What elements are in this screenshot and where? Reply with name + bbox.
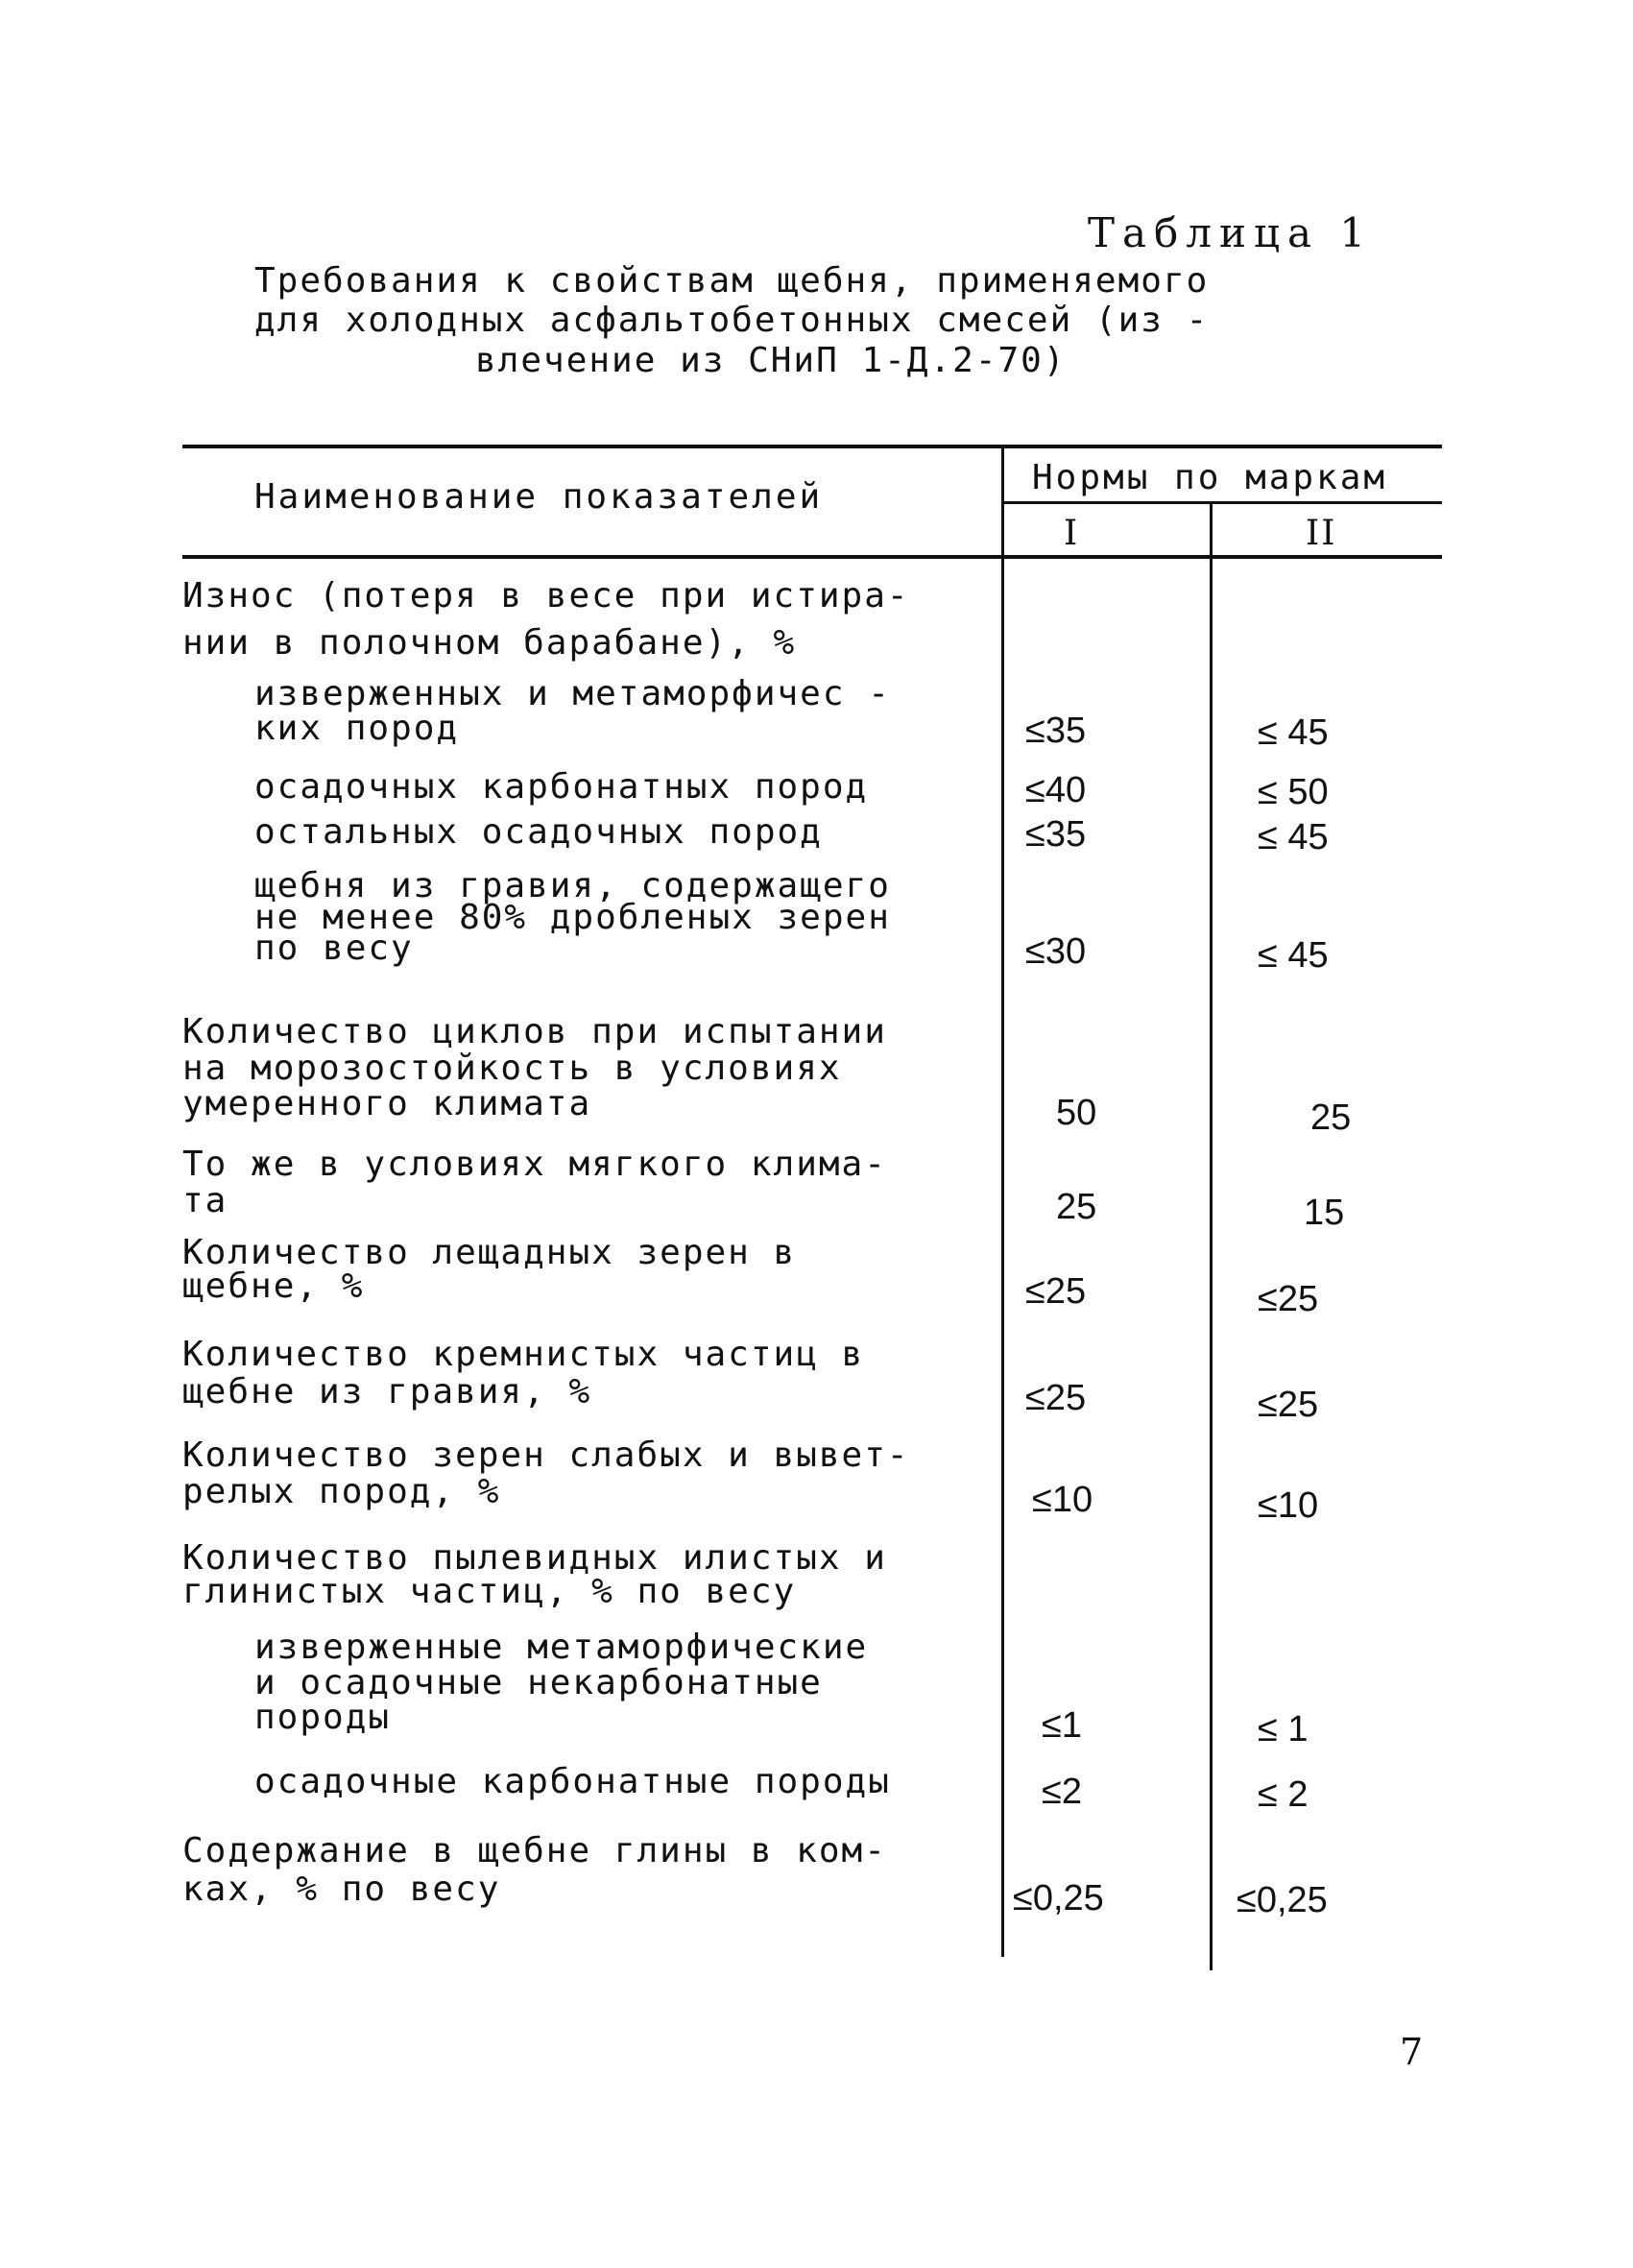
row-9-grade-2-value: ≤10 — [1258, 1485, 1319, 1526]
row-5-grade-2-value: 25 — [1310, 1098, 1352, 1138]
row-1-grade-2-value: ≤ 45 — [1258, 712, 1329, 753]
row-1-line-0: изверженных и метаморфичес - — [254, 674, 891, 713]
row-11-line-0: изверженные метаморфические — [254, 1628, 869, 1667]
row-6-grade-1-value: 25 — [1056, 1187, 1097, 1227]
row-4-line-2: по весу — [254, 929, 414, 968]
row-2-grade-2-value: ≤ 50 — [1258, 772, 1329, 812]
row-12-grade-1-value: ≤2 — [1042, 1772, 1082, 1812]
row-0-line-1: нии в полочном барабане), % — [182, 623, 797, 663]
row-11-grade-2-value: ≤ 1 — [1258, 1709, 1309, 1749]
row-13-line-0: Содержание в щебне глины в ком- — [182, 1831, 887, 1870]
row-5-line-2: умеренного климата — [182, 1084, 592, 1123]
row-4-grade-1-value: ≤30 — [1025, 931, 1087, 972]
row-11-line-1: и осадочные некарбонатные — [254, 1663, 823, 1702]
row-13-grade-1-value: ≤0,25 — [1013, 1878, 1104, 1918]
row-6-grade-2-value: 15 — [1304, 1193, 1345, 1233]
row-4-grade-2-value: ≤ 45 — [1258, 935, 1329, 976]
row-4-line-0: щебня из гравия, содержащего — [254, 866, 891, 905]
title-line-1: Требования к свойствам щебня, применяемого — [254, 261, 1210, 301]
row-12-line-0: осадочные карбонатные породы — [254, 1762, 891, 1801]
row-1-line-1: ких пород — [254, 709, 460, 748]
row-1-grade-1-value: ≤35 — [1025, 711, 1087, 751]
row-13-line-1: ках, % по весу — [182, 1870, 501, 1909]
row-5-line-1: на морозостойкость в условиях — [182, 1049, 842, 1088]
row-2-grade-1-value: ≤40 — [1025, 770, 1087, 810]
row-9-grade-1-value: ≤10 — [1032, 1480, 1093, 1520]
row-3-grade-2-value: ≤ 45 — [1258, 817, 1329, 857]
row-4-line-1: не менее 80% дробленых зерен — [254, 898, 891, 937]
row-8-grade-1-value: ≤25 — [1025, 1378, 1087, 1418]
row-8-line-0: Количество кремнистых частиц в — [182, 1335, 865, 1374]
row-5-grade-1-value: 50 — [1056, 1093, 1097, 1133]
row-8-line-1: щебне из гравия, % — [182, 1372, 592, 1411]
row-12-grade-2-value: ≤ 2 — [1258, 1774, 1309, 1815]
row-9-line-0: Количество зерен слабых и вывет- — [182, 1436, 910, 1475]
row-13-grade-2-value: ≤0,25 — [1237, 1880, 1328, 1920]
row-2-line-0: осадочных карбонатных пород — [254, 767, 869, 807]
header-norms: Нормы по маркам — [1032, 458, 1388, 497]
row-5-line-0: Количество циклов при испытании — [182, 1012, 887, 1051]
row-10-line-0: Количество пылевидных илистых и — [182, 1538, 887, 1578]
row-0-line-0: Износ (потеря в весе при истира- — [182, 576, 910, 615]
header-bottom-rule — [182, 555, 1442, 559]
column-divider-grades — [1210, 501, 1213, 1970]
row-10-line-1: глинистых частиц, % по весу — [182, 1572, 797, 1611]
title-line-2: для холодных асфальтобетонных смесей (из - — [254, 301, 1210, 340]
header-grade-1: I — [1064, 514, 1080, 553]
title-line-3: влечение из СНиП 1-Д.2-70) — [475, 341, 1067, 380]
table-caption: Таблица 1 — [1088, 209, 1374, 256]
row-6-line-0: То же в условиях мягкого клима- — [182, 1145, 887, 1184]
table-top-rule — [182, 445, 1442, 448]
page-number: 7 — [1400, 2031, 1424, 2073]
row-7-line-1: щебне, % — [182, 1267, 365, 1306]
row-11-grade-1-value: ≤1 — [1042, 1705, 1082, 1746]
row-7-line-0: Количество лещадных зерен в — [182, 1233, 797, 1272]
column-divider-indicator — [1001, 445, 1004, 1957]
row-9-line-1: релых пород, % — [182, 1472, 501, 1511]
row-3-grade-1-value: ≤35 — [1025, 814, 1087, 855]
row-8-grade-2-value: ≤25 — [1258, 1385, 1319, 1425]
row-7-grade-1-value: ≤25 — [1025, 1271, 1087, 1312]
row-7-grade-2-value: ≤25 — [1258, 1279, 1319, 1319]
row-3-line-0: остальных осадочных пород — [254, 812, 823, 852]
row-11-line-2: породы — [254, 1698, 392, 1737]
header-grade-2: II — [1306, 514, 1337, 553]
header-indicator: Наименование показателей — [254, 477, 824, 517]
row-6-line-1: та — [182, 1181, 228, 1220]
norms-rule — [1001, 501, 1442, 504]
